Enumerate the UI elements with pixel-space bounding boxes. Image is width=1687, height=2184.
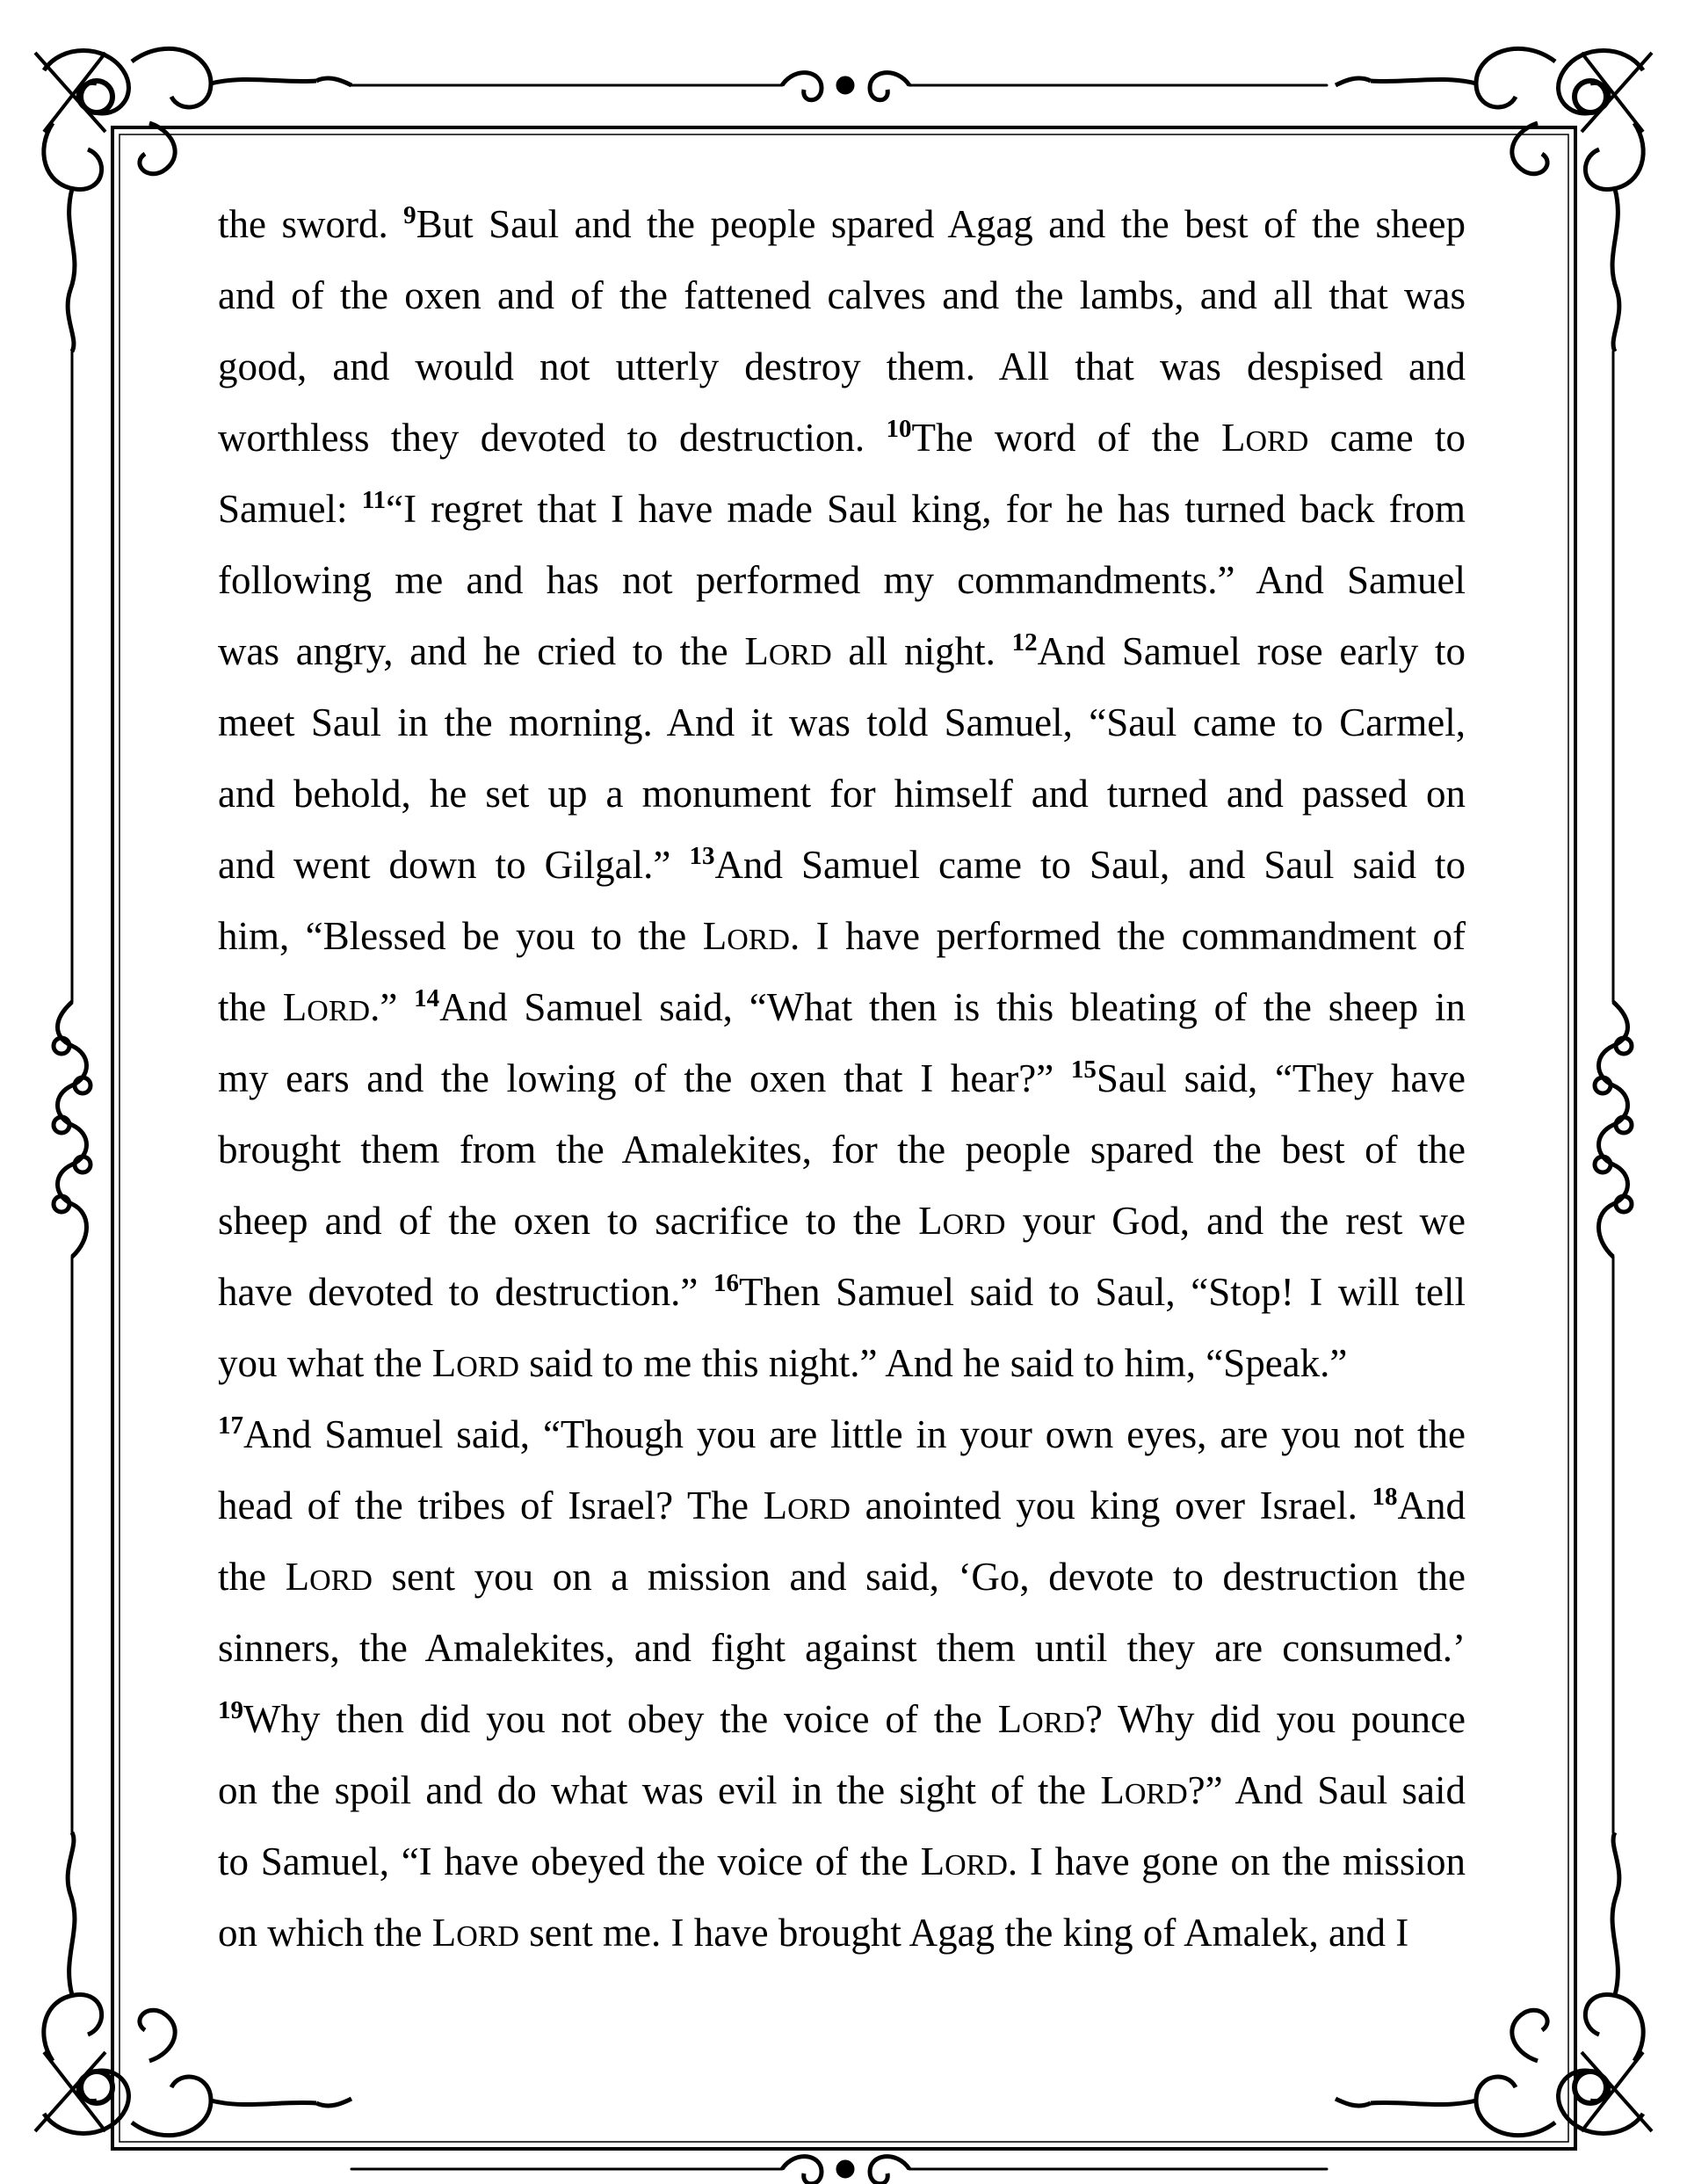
text-run: worthless they devoted to destruction. [218, 416, 887, 460]
text-run: sinners, the Amalekites, and fight against them until they are consumed.’ [218, 1626, 1466, 1670]
text-line [218, 1897, 1466, 1969]
verse-number: 16 [713, 1269, 739, 1297]
text-run: meet Saul in the morning. And it was told Samuel, “Saul came to Carmel, [218, 700, 1466, 744]
divine-name-smallcaps: LORD [1100, 1768, 1188, 1812]
divine-name-smallcaps: LORD [997, 1697, 1085, 1741]
text-line [218, 616, 1466, 687]
text-run: you what the [218, 1341, 432, 1385]
text-line [218, 331, 1466, 403]
text-line [218, 1542, 1466, 1613]
bottom-center-scroll-ornament [782, 2157, 909, 2184]
text-run: The word of the [911, 416, 1221, 460]
text-run: head of the tribes of Israel? The [218, 1484, 764, 1527]
text-run: on which the [218, 1911, 432, 1955]
text-run: ? Why did you pounce [1084, 1697, 1466, 1741]
verse-number: 15 [1070, 1056, 1097, 1084]
text-run: sent me. I have brought Agag the king of Amalek, and I [519, 1911, 1409, 1955]
text-run: following me and has not performed my commandments.” And Samuel [218, 558, 1466, 602]
text-run: And Samuel came to Saul, and Saul said to [714, 843, 1466, 887]
verse-number: 12 [1011, 628, 1038, 657]
text-line [218, 901, 1466, 972]
divine-name-smallcaps: LORD [431, 1911, 519, 1955]
text-line [218, 189, 1466, 260]
verse-number: 17 [218, 1411, 243, 1440]
text-line [218, 1613, 1466, 1684]
text-run: all night. [831, 629, 1012, 673]
divine-name-smallcaps: LORD [918, 1199, 1006, 1243]
text-run: the sword. [218, 202, 404, 246]
divine-name-smallcaps: LORD [282, 985, 371, 1029]
divine-name-smallcaps: LORD [702, 914, 790, 958]
text-run: And Samuel rose early to [1037, 629, 1466, 673]
text-line [218, 1684, 1466, 1755]
text-line [218, 545, 1466, 616]
divine-name-smallcaps: LORD [763, 1484, 851, 1527]
verse-number: 18 [1372, 1483, 1398, 1511]
text-run: Saul said, “They have [1096, 1056, 1466, 1100]
text-run: “I regret that I have made Saul king, for he has turned back from [386, 487, 1466, 531]
right-side-chain-ornament [1595, 1002, 1632, 1257]
verse-number: 19 [218, 1696, 243, 1724]
text-run: to Samuel, “I have obeyed the voice of the [218, 1839, 921, 1883]
left-side-chain-ornament [54, 1002, 91, 1257]
divine-name-smallcaps: LORD [744, 629, 832, 673]
text-line [218, 260, 1466, 331]
text-run: ?” And Saul said [1187, 1768, 1466, 1812]
text-line [218, 1257, 1466, 1328]
verse-number: 9 [403, 201, 416, 229]
text-run: and went down to Gilgal.” [218, 843, 690, 887]
text-line [218, 1043, 1466, 1114]
text-run: him, “Blessed be you to the [218, 914, 703, 958]
text-run: said to me this night.” And he said to him, “Speak.” [519, 1341, 1348, 1385]
text-line [218, 687, 1466, 758]
text-line [218, 1755, 1466, 1826]
text-line [218, 1114, 1466, 1186]
divine-name-smallcaps: LORD [1221, 416, 1309, 460]
text-line [218, 758, 1466, 830]
text-run: And Samuel said, “What then is this bleating of the sheep in [439, 985, 1466, 1029]
text-line [218, 1826, 1466, 1897]
text-run: and of the oxen and of the fattened calves and the lambs, and all that was [218, 273, 1466, 317]
text-run: And [1397, 1484, 1466, 1527]
text-line [218, 830, 1466, 901]
text-run: the [218, 985, 283, 1029]
text-run: came to [1308, 416, 1466, 460]
text-run: and behold, he set up a monument for himself and turned and passed on [218, 772, 1466, 816]
verse-number: 11 [361, 486, 387, 514]
text-line [218, 1328, 1466, 1399]
text-line [218, 1399, 1466, 1470]
text-run: Then Samuel said to Saul, “Stop! I will tell [739, 1270, 1466, 1314]
text-run: the [218, 1555, 286, 1599]
text-run: your God, and the rest we [1005, 1199, 1466, 1243]
text-line [218, 1470, 1466, 1542]
text-line [218, 403, 1466, 474]
verse-number: 14 [414, 984, 440, 1012]
text-run: .” [370, 985, 415, 1029]
text-run: But Saul and the people spared Agag and the best of the sheep [416, 202, 1466, 246]
text-run: Samuel: [218, 487, 362, 531]
text-run: good, and would not utterly destroy them. All that was despised and [218, 345, 1466, 388]
verse-number: 13 [689, 842, 715, 870]
text-run: brought them from the Amalekites, for the people spared the best of the [218, 1128, 1466, 1172]
top-center-scroll-ornament [782, 73, 909, 100]
text-run: anointed you king over Israel. [850, 1484, 1372, 1527]
text-line [218, 972, 1466, 1043]
text-run: have devoted to destruction.” [218, 1270, 713, 1314]
divine-name-smallcaps: LORD [920, 1839, 1008, 1883]
text-run: sent you on a mission and said, ‘Go, devote to destruction the [372, 1555, 1466, 1599]
verse-number: 10 [886, 415, 912, 443]
text-run: Why then did you not obey the voice of the [243, 1697, 998, 1741]
text-run: my ears and the lowing of the oxen that I hear?” [218, 1056, 1071, 1100]
text-run: . I have gone on the mission [1007, 1839, 1466, 1883]
text-line [218, 474, 1466, 545]
divine-name-smallcaps: LORD [285, 1555, 373, 1599]
text-run: on the spoil and do what was evil in the sight of the [218, 1768, 1101, 1812]
text-line [218, 1186, 1466, 1257]
scripture-text [218, 189, 1466, 1969]
text-run: was angry, and he cried to the [218, 629, 745, 673]
divine-name-smallcaps: LORD [431, 1341, 519, 1385]
text-run: sheep and of the oxen to sacrifice to the [218, 1199, 919, 1243]
text-run: . I have performed the commandment of [790, 914, 1466, 958]
text-run: And Samuel said, “Though you are little in your own eyes, are you not the [243, 1412, 1466, 1456]
